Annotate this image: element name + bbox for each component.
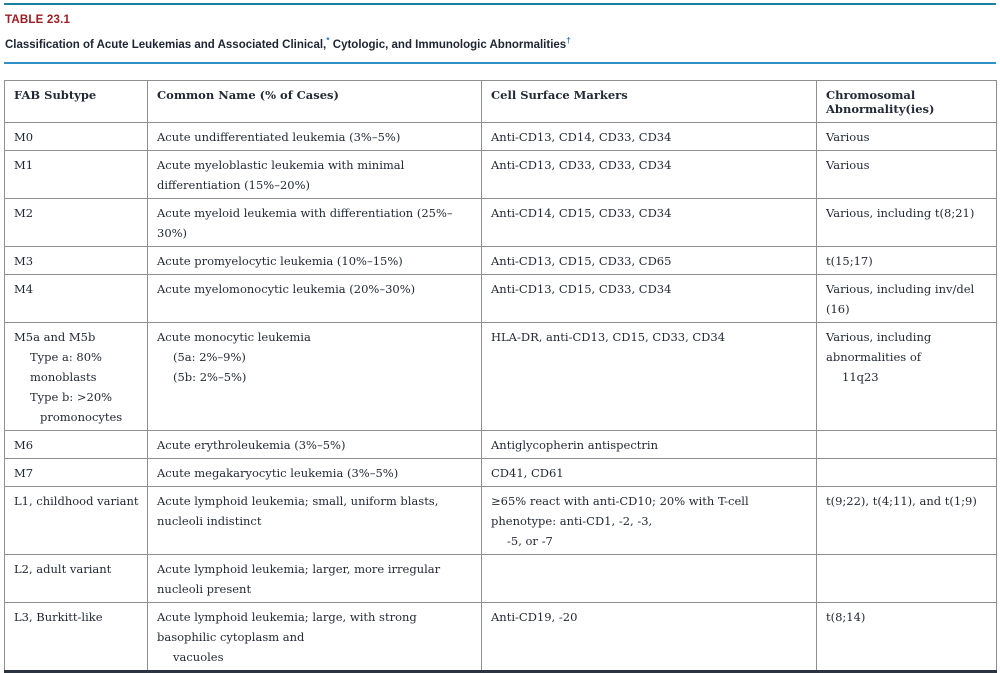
table-row (5, 459, 997, 487)
cell-line: M6 (14, 438, 34, 452)
cell-line: Acute myeloblastic leukemia with minimal differentiation (15%–20%) (157, 158, 405, 192)
table-row (5, 247, 997, 275)
leukemia-classification-table (4, 80, 997, 673)
cell-line: Acute megakaryocytic leukemia (3%–5%) (157, 466, 399, 480)
table-cell (482, 123, 817, 151)
cell-line: Various, including t(8;21) (826, 206, 975, 220)
table-cell (148, 275, 482, 323)
table-cell (5, 603, 148, 672)
cell-line: t(8;14) (826, 610, 866, 624)
cell-line: M5a and M5b (14, 330, 96, 344)
table-cell (5, 275, 148, 323)
table-cell (482, 603, 817, 672)
cell-line: Anti-CD13, CD15, CD33, CD65 (491, 254, 672, 268)
cell-line: Anti-CD19, -20 (491, 610, 578, 624)
cell-line: Anti-CD14, CD15, CD33, CD34 (491, 206, 672, 220)
cell-line: Anti-CD13, CD33, CD33, CD34 (491, 158, 672, 172)
cell-line: promonocytes (40, 410, 123, 424)
table-cell (817, 123, 997, 151)
table-cell (482, 431, 817, 459)
table-title-text: Classification of Acute Leukemias and Associated Clinical, (5, 39, 327, 51)
table-row (5, 555, 997, 603)
footnote-dagger-link[interactable]: † (566, 35, 571, 46)
table-cell (148, 151, 482, 199)
table-title (5, 35, 996, 51)
table-cell (148, 555, 482, 603)
cell-line: L2, adult variant (14, 562, 112, 576)
table-cell (148, 459, 482, 487)
cell-line: Type a: 80% monoblasts (30, 350, 102, 384)
table-cell (817, 459, 997, 487)
cell-line: M0 (14, 130, 34, 144)
table-cell (817, 199, 997, 247)
cell-line: M7 (14, 466, 34, 480)
table-cell (817, 555, 997, 603)
table-cell (5, 323, 148, 431)
table-cell (5, 555, 148, 603)
table-cell (482, 275, 817, 323)
cell-line: Various (826, 130, 870, 144)
table-cell (817, 603, 997, 672)
table-cell (5, 123, 148, 151)
cell-line: Acute promyelocytic leukemia (10%–15%) (157, 254, 403, 268)
cell-line: Acute lymphoid leukemia; large, with strong basophilic cytoplasm and (157, 610, 417, 644)
column-header-fab-subtype: FAB Subtype (5, 81, 148, 123)
cell-line: Various, including inv/del (16) (826, 282, 975, 316)
table-cell (817, 151, 997, 199)
table-cell (5, 459, 148, 487)
table-row (5, 487, 997, 555)
table-cell (148, 603, 482, 672)
cell-line: Antiglycopherin antispectrin (491, 438, 658, 452)
cell-line: Various, including abnormalities of (826, 330, 932, 364)
table-row (5, 603, 997, 672)
table-body (5, 123, 997, 672)
column-header-chromosomal-abnormality: Chromosomal Abnormality(ies) (817, 81, 997, 123)
cell-line: Acute myeloid leukemia with differentiation (25%–30%) (157, 206, 453, 240)
cell-line: HLA-DR, anti-CD13, CD15, CD33, CD34 (491, 330, 726, 344)
cell-line: (5a: 2%–9%) (173, 350, 246, 364)
table-header-row (5, 81, 997, 123)
cell-line: ≥65% react with anti-CD10; 20% with T-cell phenotype: anti-CD1, -2, -3, (491, 494, 749, 528)
table-cell (482, 487, 817, 555)
cell-line: Various (826, 158, 870, 172)
column-header-cell-surface-markers: Cell Surface Markers (482, 81, 817, 123)
top-rule (4, 3, 996, 5)
cell-line: 11q23 (842, 370, 879, 384)
cell-line: M4 (14, 282, 34, 296)
table-cell (5, 199, 148, 247)
cell-line: M2 (14, 206, 34, 220)
table-row (5, 199, 997, 247)
cell-line: Acute lymphoid leukemia; small, uniform blasts, nucleoli indistinct (157, 494, 439, 528)
cell-line: vacuoles (173, 650, 224, 664)
table-cell (148, 123, 482, 151)
table-cell (5, 151, 148, 199)
table-cell (148, 323, 482, 431)
table-cell (817, 275, 997, 323)
cell-line: Acute undifferentiated leukemia (3%–5%) (157, 130, 401, 144)
cell-line: L1, childhood variant (14, 494, 139, 508)
table-cell (817, 431, 997, 459)
table-cell (817, 247, 997, 275)
table-cell (482, 459, 817, 487)
table-cell (148, 431, 482, 459)
cell-line: Acute monocytic leukemia (157, 330, 311, 344)
cell-line: -5, or -7 (507, 534, 553, 548)
table-cell (482, 199, 817, 247)
table-label: TABLE 23.1 (5, 14, 71, 26)
table-cell (148, 487, 482, 555)
table-cell (482, 151, 817, 199)
table-cell (5, 431, 148, 459)
table-cell (482, 555, 817, 603)
table-cell (5, 487, 148, 555)
cell-line: t(9;22), t(4;11), and t(1;9) (826, 494, 977, 508)
cell-line: t(15;17) (826, 254, 873, 268)
cell-line: Type b: >20% (30, 390, 113, 404)
cell-line: M1 (14, 158, 34, 172)
cell-line: Acute lymphoid leukemia; larger, more irregular nucleoli present (157, 562, 441, 596)
table-cell (817, 487, 997, 555)
cell-line: Anti-CD13, CD15, CD33, CD34 (491, 282, 672, 296)
cell-line: Acute erythroleukemia (3%–5%) (157, 438, 346, 452)
cell-line: M3 (14, 254, 34, 268)
cell-line: (5b: 2%–5%) (173, 370, 247, 384)
table-cell (482, 323, 817, 431)
footnote-star-link[interactable]: * (326, 35, 330, 46)
table-cell (148, 247, 482, 275)
table-cell (482, 247, 817, 275)
table-row (5, 431, 997, 459)
table-row (5, 323, 997, 431)
table-cell (817, 323, 997, 431)
column-header-common-name: Common Name (% of Cases) (148, 81, 482, 123)
cell-line: L3, Burkitt-like (14, 610, 103, 624)
table-row (5, 275, 997, 323)
table-row (5, 123, 997, 151)
cell-line: Anti-CD13, CD14, CD33, CD34 (491, 130, 672, 144)
table-title-text-2: Cytologic, and Immunologic Abnormalities (329, 39, 567, 51)
table-cell (148, 199, 482, 247)
page-root (0, 3, 1000, 673)
table-cell (5, 247, 148, 275)
title-rule (4, 62, 996, 64)
cell-line: Acute myelomonocytic leukemia (20%–30%) (157, 282, 416, 296)
table-row (5, 151, 997, 199)
cell-line: CD41, CD61 (491, 466, 564, 480)
